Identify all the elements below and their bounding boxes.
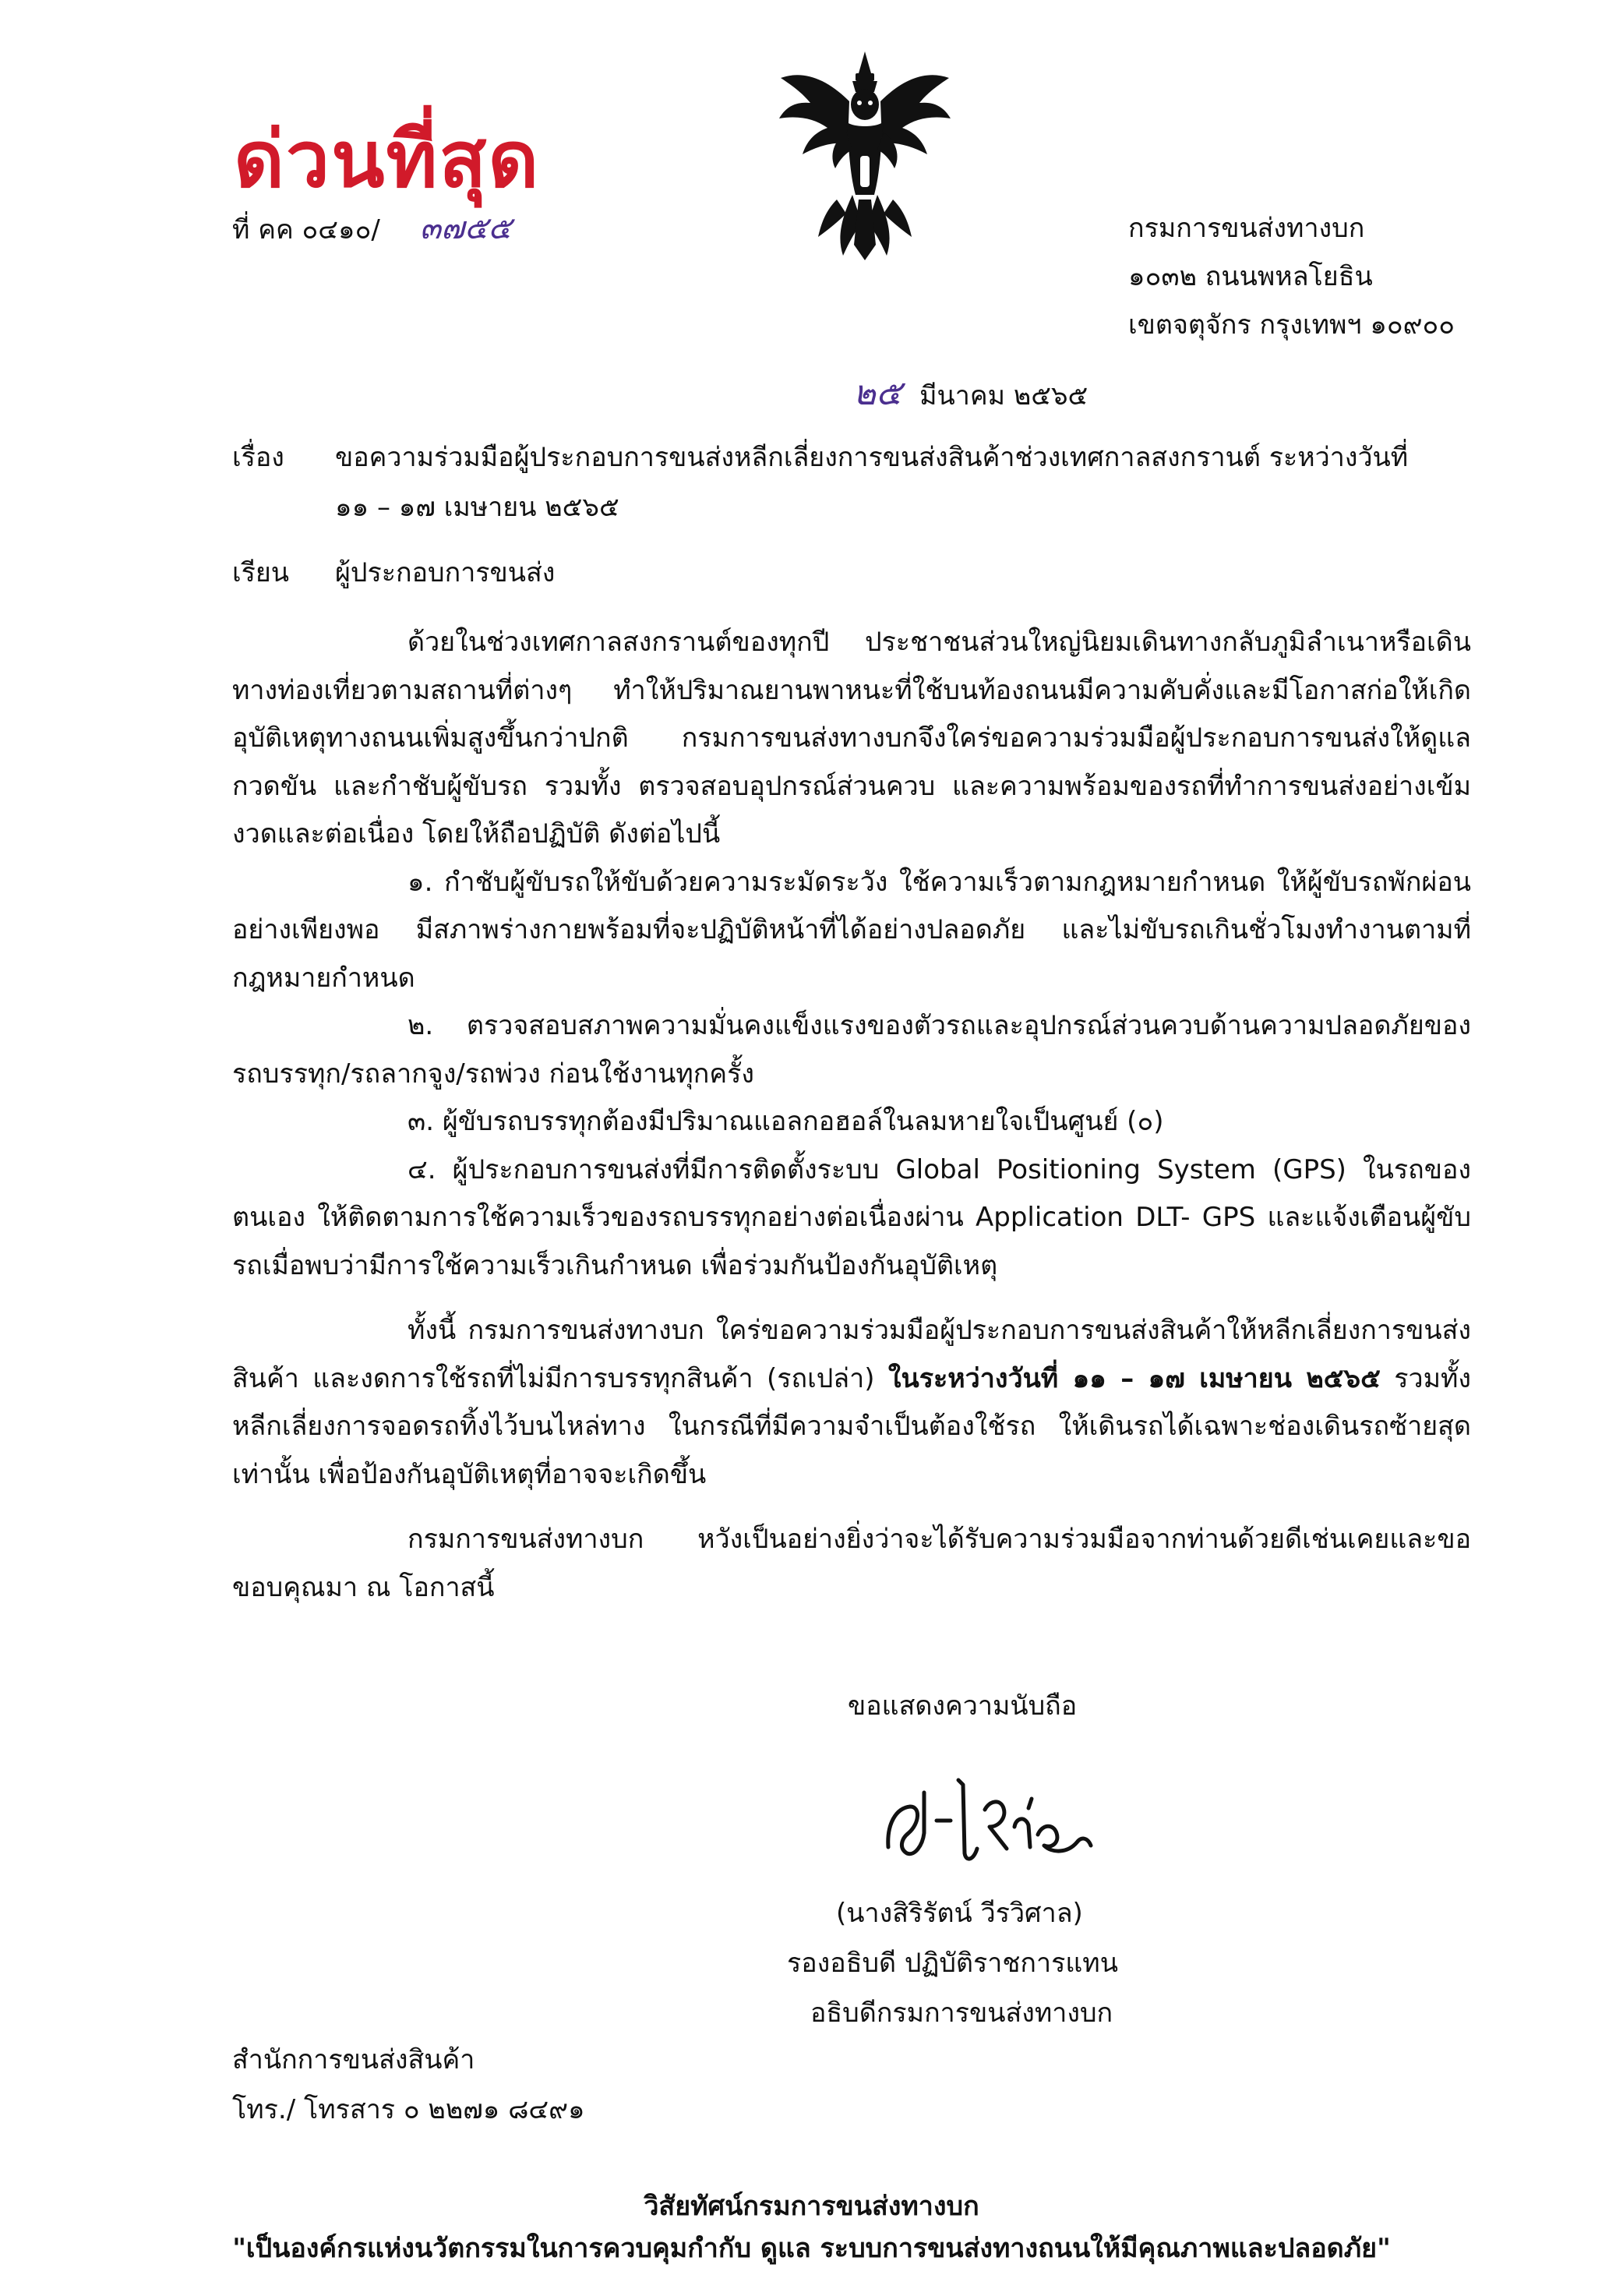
subject-label: เรื่อง xyxy=(232,442,284,473)
recipient-value: ผู้ประกอบการขนส่ง xyxy=(335,557,556,588)
signer-name: (นางสิริรัตน์ วีรวิศาล) xyxy=(836,1898,1083,1929)
body-request xyxy=(232,1307,1471,1499)
contact-phone: โทร./ โทรสาร ๐ ๒๒๗๑ ๘๔๙๑ xyxy=(232,2094,585,2125)
reference-prefix: ที่ คค ๐๔๑๐/ xyxy=(232,214,380,245)
reference-line xyxy=(232,204,512,254)
signer-position-1: รองอธิบดี ปฏิบัติราชการแทน xyxy=(787,1948,1118,1979)
vision-title: วิสัยทัศน์กรมการขนส่งทางบก xyxy=(644,2191,979,2222)
signer-position-2: อธิบดีกรมการขนส่งทางบก xyxy=(810,1998,1113,2029)
urgency-stamp: ด่วนที่สุด xyxy=(234,114,541,205)
subject-line-1: ขอความร่วมมือผู้ประกอบการขนส่งหลีกเลี่ยงการขนส่งสินค้าช่วงเทศกาลสงกรานต์ ระหว่างวันที่ xyxy=(335,442,1409,473)
request-part-1: ทั้งนี้ กรมการขนส่งทางบก ใคร่ขอความร่วมมือผู้ประกอบการขนส่งสินค้าให้หลีกเลี่ยงการขนส่งสินค้า และงดการใช้รถที่ไม่มีการบรรทุกสินค้า (รถเปล่า) xyxy=(232,1315,1471,1394)
request-part-2: รวมทั้งหลีกเลี่ยงการจอดรถทิ้งไว้บนไหล่ทาง ในกรณีที่มีความจำเป็นต้องใช้รถ ให้เดินรถได้เฉพาะช่องเดินรถซ้ายสุดเท่านั้น เพื่อป้องกันอุบัติเหตุที่อาจจะเกิดขึ้น xyxy=(232,1362,1472,1490)
recipient-label: เรียน xyxy=(232,557,290,588)
sender-address-line-2: ๑๐๓๒ ถนนพหลโยธิน xyxy=(1128,261,1373,292)
body-item-4: ๔. ผู้ประกอบการขนส่งที่มีการติดตั้งระบบ Global Positioning System (GPS) ในรถของตนเอง ให้ติดตามการใช้ความเร็วของรถบรรทุกอย่างต่อเนื่องผ่าน Application DLT- GPS และแจ้งเตือนผู้ขับรถเมื่อพบว่ามีการใช้ความเร็วเกินกำหนด เพื่อร่วมกันป้องกันอุบัติเหตุ xyxy=(232,1153,1471,1281)
request-date-range: ในระหว่างวันที่ ๑๑ – ๑๗ เมษายน ๒๕๖๕ xyxy=(887,1362,1381,1394)
reference-number-handwritten: ๓๗๕๕ xyxy=(419,210,512,246)
sender-address-line-3: เขตจตุจักร กรุงเทพฯ ๑๐๙๐๐ xyxy=(1128,309,1455,341)
body-closing: กรมการขนส่งทางบก หวังเป็นอย่างยิ่งว่าจะได้รับความร่วมมือจากท่านด้วยดีเช่นเคยและขอขอบคุณมา ณ โอกาสนี้ xyxy=(232,1524,1471,1603)
signature-image xyxy=(873,1761,1106,1878)
letter-date xyxy=(853,369,1088,420)
sender-address-line-1: กรมการขนส่งทางบก xyxy=(1128,213,1365,244)
body-item-2: ๒. ตรวจสอบสภาพความมั่นคงแข็งแรงของตัวรถและอุปกรณ์ส่วนควบด้านความปลอดภัยของรถบรรทุก/รถลากจูง/รถพ่วง ก่อนใช้งานทุกครั้ง xyxy=(232,1010,1471,1090)
salutation: ขอแสดงความนับถือ xyxy=(848,1690,1078,1722)
date-month-year: มีนาคม ๒๕๖๕ xyxy=(919,380,1088,412)
contact-office: สำนักการขนส่งสินค้า xyxy=(232,2044,475,2075)
body-item-1: ๑. กำชับผู้ขับรถให้ขับด้วยความระมัดระวัง ใช้ความเร็วตามกฎหมายกำหนด ให้ผู้ขับรถพักผ่อนอย่างเพียงพอ มีสภาพร่างกายพร้อมที่จะปฏิบัติหน้าที่ได้อย่างปลอดภัย และไม่ขับรถเกินชั่วโมงทำงานตามที่กฎหมายกำหนด xyxy=(232,866,1471,994)
body-item-3: ๓. ผู้ขับรถบรรทุกต้องมีปริมาณแอลกอฮอล์ในลมหายใจเป็นศูนย์ (๐) xyxy=(408,1106,1164,1137)
vision-text: "เป็นองค์กรแห่งนวัตกรรมในการควบคุมกำกับ ดูแล ระบบการขนส่งทางถนนให้มีคุณภาพและปลอดภัย" xyxy=(232,2233,1391,2264)
body-intro: ด้วยในช่วงเทศกาลสงกรานต์ของทุกปี ประชาชนส่วนใหญ่นิยมเดินทางกลับภูมิลำเนาหรือเดินทางท่องเที่ยวตามสถานที่ต่างๆ ทำให้ปริมาณยานพาหนะที่ใช้บนท้องถนนมีความคับคั่งและมีโอกาสก่อให้เกิดอุบัติเหตุทางถนนเพิ่มสูงขึ้นกว่าปกติ กรมการขนส่งทางบกจึงใคร่ขอความร่วมมือผู้ประกอบการขนส่งให้ดูแลกวดขัน และกำชับผู้ขับรถ รวมทั้ง ตรวจสอบอุปกรณ์ส่วนควบ และความพร้อมของรถที่ทำการขนส่งอย่างเข้มงวดและต่อเนื่อง โดยให้ถือปฏิบัติ ดังต่อไปนี้ xyxy=(232,627,1471,850)
date-day-handwritten: ๒๕ xyxy=(853,373,902,413)
garuda-emblem-icon xyxy=(771,47,958,273)
letter-body xyxy=(232,619,1471,1612)
subject-line-2: ๑๑ – ๑๗ เมษายน ๒๕๖๕ xyxy=(335,492,619,523)
